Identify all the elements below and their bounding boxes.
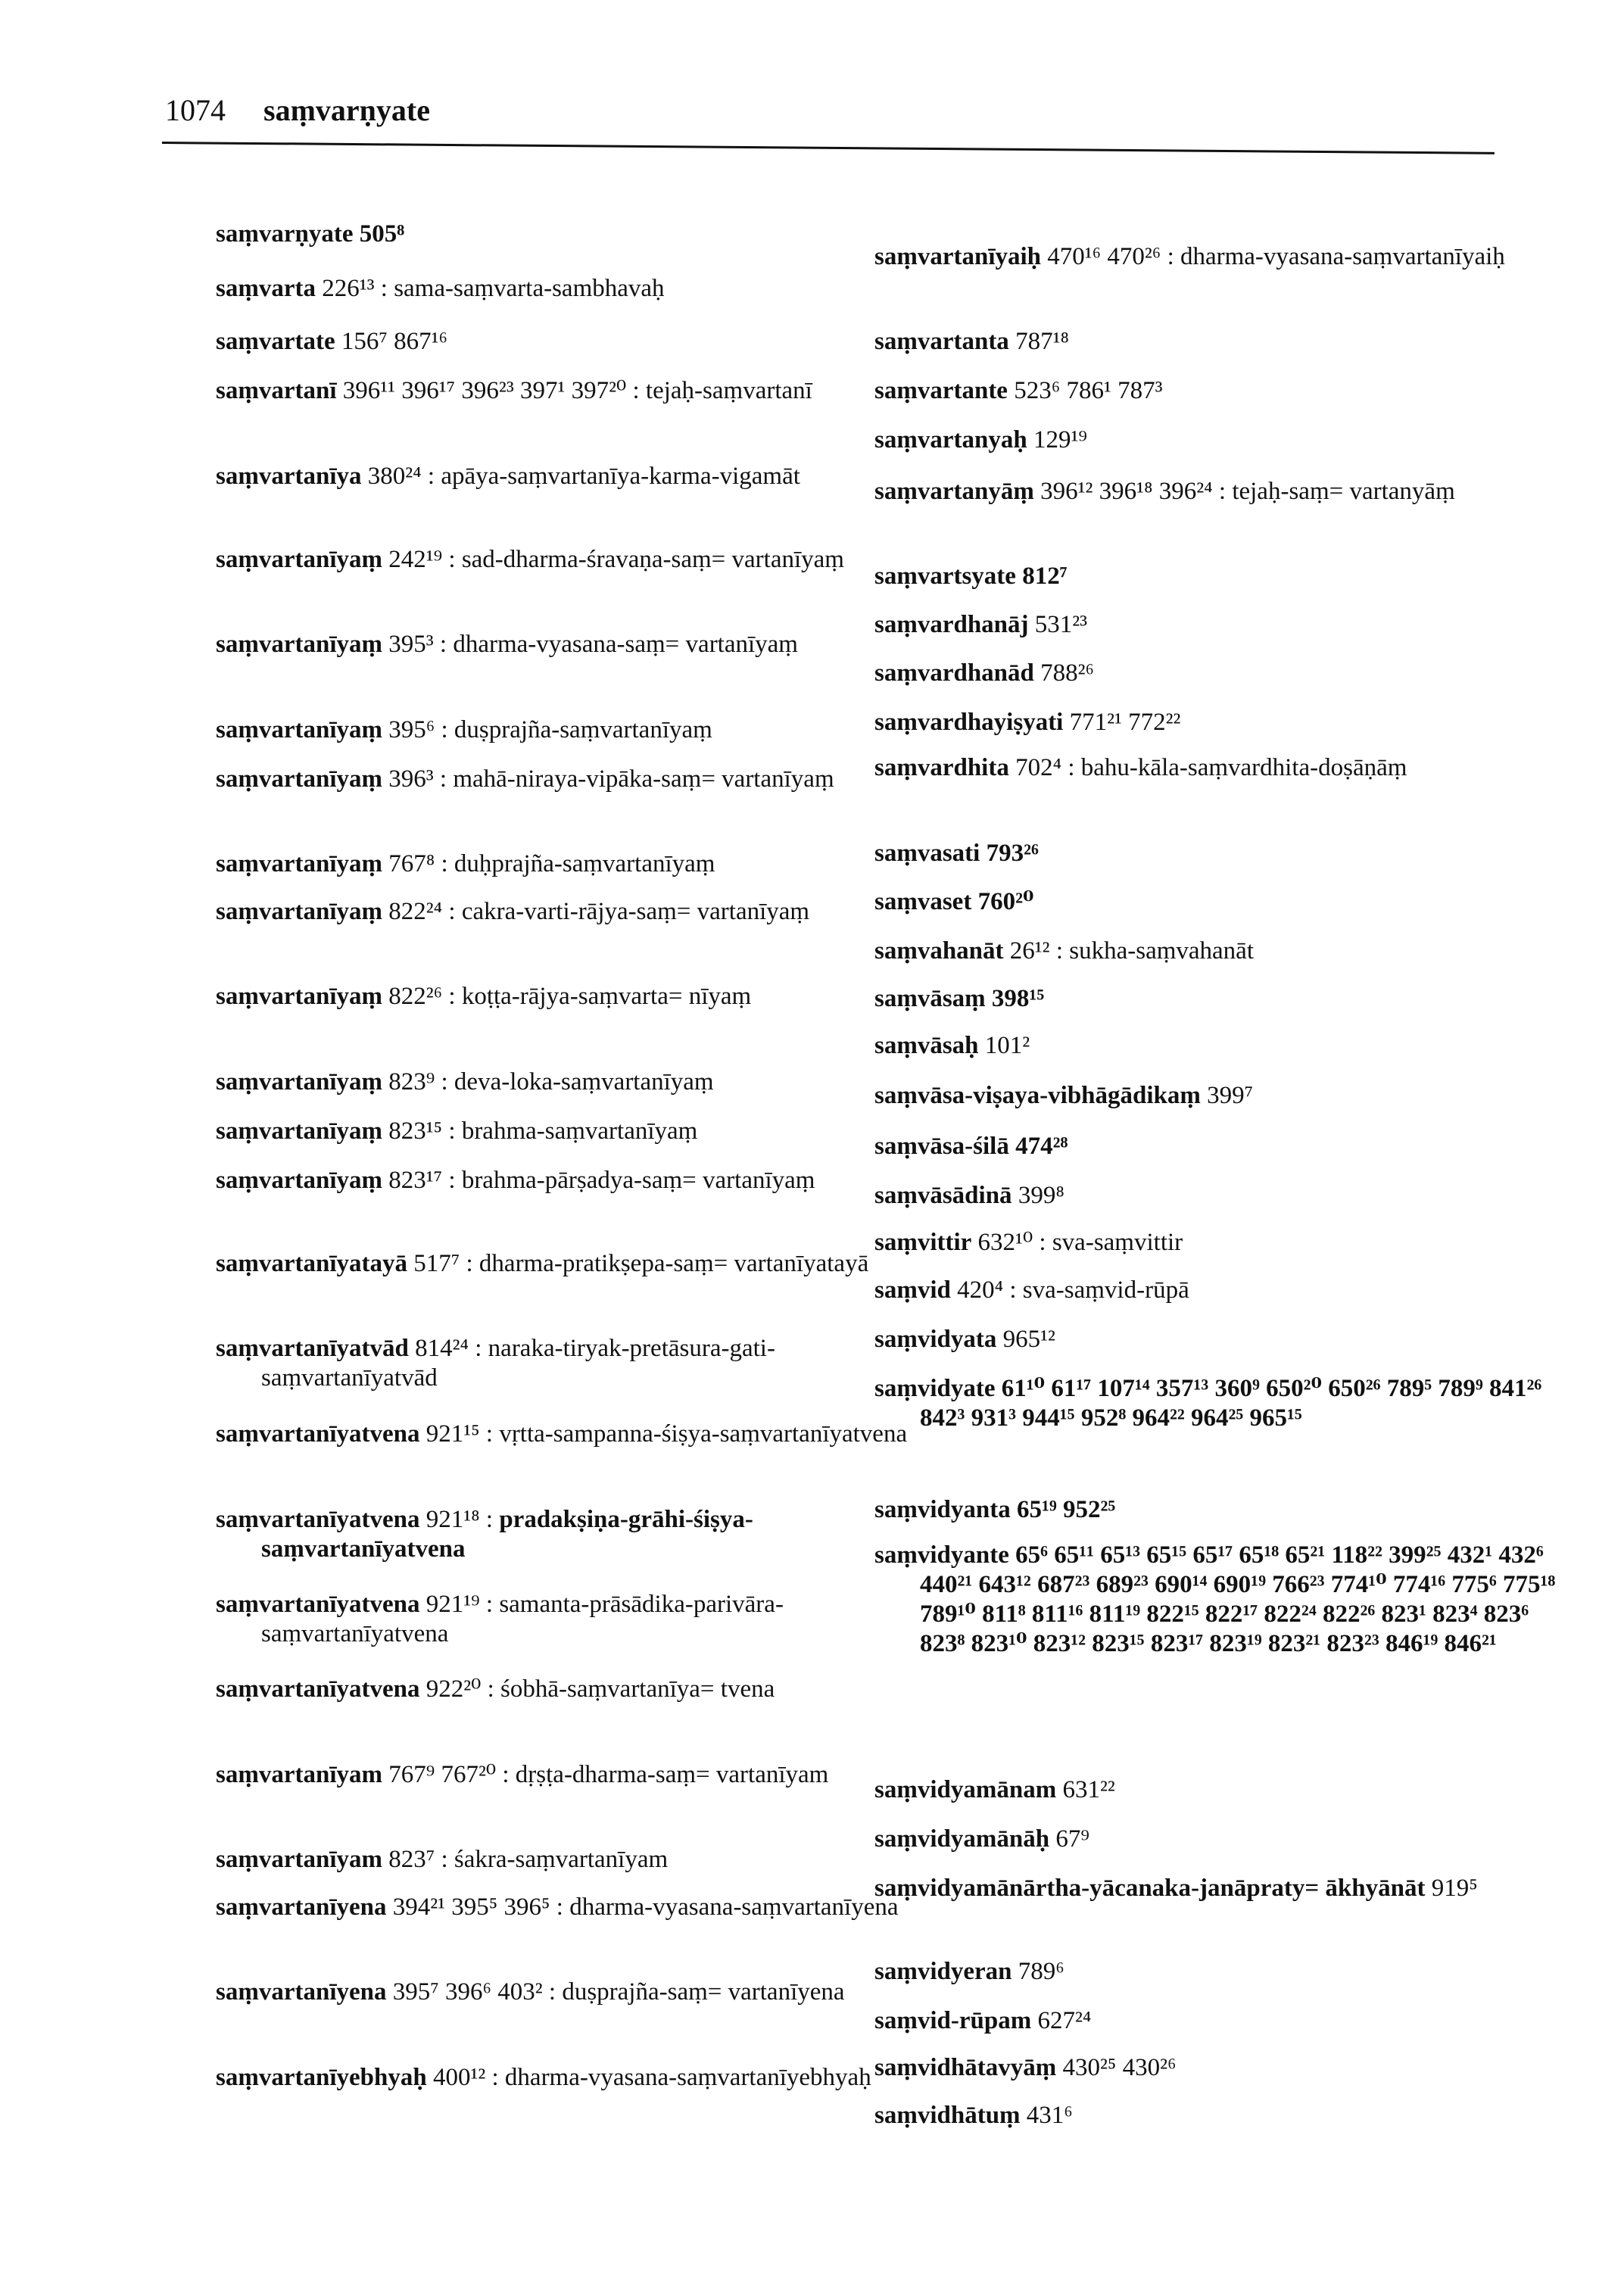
entry-references: 399⁷ <box>1207 1082 1254 1109</box>
entry-references: 823⁷ <box>388 1846 435 1873</box>
index-entry <box>216 849 912 879</box>
entry-headword: saṃvartanīyatayā <box>216 1250 407 1277</box>
index-entry <box>874 1081 1571 1111</box>
entry-headword: saṃvidyamānārtha-yācanaka-janāpraty= ākhyānāt <box>874 1875 1426 1902</box>
entry-references: 26¹² <box>1009 937 1050 965</box>
running-head <box>165 92 430 129</box>
entry-references: 771²¹ 772²² <box>1069 709 1181 736</box>
entry-compound: apāya-saṃvartanīya-karma-vigamāt <box>441 463 800 490</box>
index-entry <box>216 1249 912 1279</box>
entry-separator: : <box>435 1068 454 1096</box>
entry-headword: saṃvidyamānam <box>874 1776 1057 1803</box>
entry-headword: saṃvāsaṃ <box>874 985 986 1012</box>
entry-separator: : <box>421 463 441 490</box>
index-entry <box>216 715 912 745</box>
entry-headword: saṃvāsa-śilā <box>874 1133 1009 1160</box>
entry-headword: saṃvartanīyena <box>216 1978 387 2006</box>
index-entry <box>874 2006 1571 2036</box>
index-entry <box>874 1228 1571 1258</box>
index-entry <box>874 839 1571 868</box>
entry-headword: saṃvaset <box>874 888 972 915</box>
entry-headword: saṃvahanāt <box>874 937 1004 965</box>
entry-separator: : <box>435 850 454 877</box>
page-number: 1074 <box>165 93 226 127</box>
entry-references: 921¹⁵ <box>425 1420 480 1448</box>
entry-headword: saṃvidyamānāḥ <box>874 1825 1050 1853</box>
entry-headword: saṃvasati <box>874 840 980 867</box>
entry-separator: : <box>550 1893 570 1921</box>
entry-separator: : <box>481 1675 501 1703</box>
entry-references: 396¹² 396¹⁸ 396²⁴ <box>1040 478 1213 505</box>
entry-references: 61¹⁰ 61¹⁷ 107¹⁴ 357¹³ 360⁹ 650²⁰ 650²⁶ 789⁵ 789⁹ 841²⁶ 842³ 931³ 944¹⁵ 952⁸ 964²² 964²⁵ 965¹⁵ <box>920 1375 1542 1432</box>
entry-references: 627²⁴ <box>1037 2007 1092 2034</box>
index-entry <box>216 274 912 304</box>
entry-headword: saṃvartanīyaṃ <box>216 765 382 793</box>
entry-headword: saṃvidyata <box>874 1326 997 1353</box>
index-entry <box>874 425 1571 455</box>
entry-separator: : <box>435 716 454 743</box>
index-entry <box>874 1374 1571 1433</box>
index-entry <box>874 887 1571 917</box>
entry-references: 822²⁴ <box>388 898 443 925</box>
entry-references: 226¹³ <box>322 275 375 302</box>
entry-separator: : <box>442 983 462 1010</box>
entry-separator: : <box>374 275 394 302</box>
entry-compound: sad-dharma-śravaṇa-saṃ= vartanīyaṃ <box>461 546 844 573</box>
index-entry <box>874 477 1571 506</box>
entry-references: 814²⁴ <box>415 1335 469 1362</box>
index-entry <box>874 376 1571 406</box>
entry-separator: : <box>479 1506 500 1533</box>
index-entry <box>216 630 912 659</box>
index-entry <box>874 1775 1571 1805</box>
index-entry <box>874 937 1571 966</box>
index-entry <box>874 562 1571 591</box>
entry-references: 767⁹ 767²⁰ <box>388 1761 497 1788</box>
entry-compound: vṛtta-sampanna-śiṣya-saṃvartanīyatvena <box>499 1420 908 1448</box>
entry-headword: saṃvartsyate <box>874 563 1016 590</box>
index-entry <box>874 242 1571 272</box>
entry-compound: tejaḥ-saṃ= vartanyāṃ <box>1232 478 1455 505</box>
entry-headword: saṃvidhātavyāṃ <box>874 2054 1057 2081</box>
entry-compound: brahma-saṃvartanīyaṃ <box>461 1117 698 1145</box>
entry-compound: dharma-vyasana-saṃvartanīyena <box>569 1893 899 1921</box>
index-entry <box>216 1675 912 1704</box>
index-entry <box>874 1825 1571 1854</box>
entry-references: 823⁹ <box>388 1068 435 1096</box>
entry-separator: : <box>442 546 462 573</box>
index-entry <box>216 1117 912 1146</box>
entry-references: 632¹⁰ <box>977 1229 1033 1256</box>
entry-separator: : <box>435 1846 454 1873</box>
entry-headword: saṃvartanīyatvena <box>216 1675 420 1703</box>
entry-references: 474²⁸ <box>1015 1133 1068 1160</box>
index-entry <box>874 327 1571 357</box>
entry-references: 395³ <box>388 631 434 658</box>
entry-references: 398¹⁵ <box>991 985 1045 1012</box>
index-entry <box>216 545 912 575</box>
entry-references: 702⁴ <box>1015 754 1062 781</box>
entry-headword: saṃvāsaḥ <box>874 1032 979 1059</box>
entry-separator: : <box>1003 1276 1023 1304</box>
entry-compound: duḥprajña-saṃvartanīyaṃ <box>454 850 715 877</box>
entry-separator: : <box>1033 1229 1052 1256</box>
index-entry <box>874 1031 1571 1061</box>
entry-compound: dharma-vyasana-saṃ= vartanīyaṃ <box>453 631 798 658</box>
entry-separator: : <box>442 1117 462 1145</box>
index-entry <box>216 1845 912 1875</box>
index-entry <box>216 1166 912 1195</box>
entry-headword: saṃvartanī <box>216 377 337 404</box>
index-entry <box>874 1874 1571 1903</box>
entry-compound: duṣprajña-saṃvartanīyaṃ <box>454 716 712 743</box>
entry-compound: sukha-saṃvahanāt <box>1069 937 1254 965</box>
entry-headword: saṃvartanīyam <box>216 1846 382 1873</box>
entry-headword: saṃvartanīyatvena <box>216 1420 420 1448</box>
entry-headword: saṃvartate <box>216 328 335 355</box>
entry-separator: : <box>626 377 646 404</box>
entry-references: 101² <box>984 1032 1030 1059</box>
entry-headword: saṃvardhayiṣyati <box>874 709 1064 736</box>
entry-headword: saṃvartante <box>874 377 1008 404</box>
entry-references: 505⁸ <box>359 220 405 248</box>
entry-headword: saṃvidyante <box>874 1541 1009 1569</box>
entry-references: 921¹⁹ <box>425 1591 480 1618</box>
entry-headword: saṃvartanyaḥ <box>874 426 1027 454</box>
entry-headword: saṃvartanyāṃ <box>874 478 1034 505</box>
entry-headword: saṃvartanīyebhyaḥ <box>216 2064 427 2091</box>
entry-headword: saṃvartanīyaṃ <box>216 546 382 573</box>
entry-headword: saṃvardhanād <box>874 659 1034 687</box>
entry-references: 380²⁴ <box>367 463 422 490</box>
header-rule <box>162 142 1495 154</box>
entry-headword: saṃvartanīyaṃ <box>216 898 382 925</box>
index-entry <box>874 2101 1571 2130</box>
entry-references: 793²⁶ <box>986 840 1039 867</box>
entry-separator: : <box>460 1250 479 1277</box>
index-entry <box>216 1068 912 1097</box>
index-entry <box>874 1541 1571 1659</box>
entry-compound: dharma-pratikṣepa-saṃ= vartanīyatayā <box>478 1250 869 1277</box>
entry-compound: pradakṣiṇa-grāhi-śiṣya-saṃvartanīyatvena <box>261 1506 753 1563</box>
entry-references: 921¹⁸ <box>425 1506 480 1533</box>
entry-headword: saṃvartanīya <box>216 463 362 490</box>
index-entry <box>874 1181 1571 1211</box>
entry-references: 67⁹ <box>1055 1825 1089 1853</box>
entry-headword: saṃvid <box>874 1276 951 1304</box>
index-entry <box>216 376 912 406</box>
entry-headword: saṃvartanīyatvād <box>216 1335 409 1362</box>
entry-references: 65¹⁹ 952²⁵ <box>1016 1496 1116 1523</box>
entry-compound: koṭṭa-rājya-saṃvarta= nīyaṃ <box>461 983 752 1010</box>
index-entry <box>874 1325 1571 1354</box>
entry-separator: : <box>542 1978 563 2006</box>
index-entry <box>874 984 1571 1014</box>
entry-headword: saṃvāsa-viṣaya-vibhāgādikaṃ <box>874 1082 1201 1109</box>
entry-references: 400¹² <box>432 2064 486 2091</box>
entry-separator: : <box>1212 478 1233 505</box>
entry-separator: : <box>479 1591 500 1618</box>
index-entry <box>216 1505 912 1564</box>
entry-references: 396¹¹ 396¹⁷ 396²³ 397¹ 397²⁰ <box>342 377 627 404</box>
entry-references: 823¹⁷ <box>388 1167 443 1194</box>
entry-separator: : <box>485 2064 505 2091</box>
entry-references: 517⁷ <box>413 1250 460 1277</box>
entry-headword: saṃvittir <box>874 1229 972 1256</box>
entry-separator: : <box>1049 937 1070 965</box>
index-entry <box>874 753 1571 783</box>
entry-separator: : <box>433 631 454 658</box>
entry-references: 129¹⁹ <box>1033 426 1087 454</box>
entry-headword: saṃvardhita <box>874 754 1009 781</box>
entry-separator: : <box>1061 754 1081 781</box>
entry-references: 430²⁵ 430²⁶ <box>1062 2054 1177 2081</box>
entry-references: 156⁷ 867¹⁶ <box>341 328 448 355</box>
entry-headword: saṃvartanīyaṃ <box>216 1117 382 1145</box>
entry-references: 760²⁰ <box>977 888 1034 915</box>
entry-compound: mahā-niraya-vipāka-saṃ= vartanīyaṃ <box>453 765 834 793</box>
entry-compound: sama-saṃvarta-sambhavaḥ <box>394 275 665 302</box>
entry-separator: : <box>1161 243 1180 270</box>
index-entry <box>216 1590 912 1649</box>
entry-headword: saṃvartanīyatvena <box>216 1591 420 1618</box>
entry-separator: : <box>442 898 462 925</box>
index-entry <box>874 1957 1571 1987</box>
index-entry <box>874 610 1571 640</box>
entry-separator: : <box>433 765 454 793</box>
entry-headword: saṃvartanīyatvena <box>216 1506 420 1533</box>
entry-references: 399⁸ <box>1018 1182 1064 1209</box>
entry-references: 767⁸ <box>388 850 435 877</box>
entry-separator: : <box>469 1335 488 1362</box>
entry-references: 396³ <box>388 765 434 793</box>
entry-references: 922²⁰ <box>425 1675 482 1703</box>
entry-references: 822²⁶ <box>388 983 443 1010</box>
entry-compound: tejaḥ-saṃvartanī <box>645 377 812 404</box>
entry-references: 395⁶ <box>388 716 435 743</box>
index-entry <box>216 1893 912 1922</box>
entry-references: 789⁶ <box>1018 1958 1064 1985</box>
entry-compound: duṣprajña-saṃ= vartanīyena <box>562 1978 845 2006</box>
entry-headword: saṃvartanīyaṃ <box>216 631 382 658</box>
entry-compound: bahu-kāla-saṃvardhita-doṣāṇāṃ <box>1080 754 1407 781</box>
entry-compound: sva-saṃvittir <box>1052 1229 1183 1256</box>
entry-headword: saṃvarta <box>216 275 316 302</box>
entry-compound: dharma-vyasana-saṃvartanīyebhyaḥ <box>504 2064 871 2091</box>
index-entry <box>216 1760 912 1790</box>
entry-references: 395⁷ 396⁶ 403² <box>392 1978 543 2006</box>
index-entry <box>216 765 912 794</box>
entry-headword: saṃvartanīyaṃ <box>216 850 382 877</box>
entry-headword: saṃvāsādinā <box>874 1182 1012 1209</box>
index-entry <box>216 1334 912 1393</box>
entry-references: 431⁶ <box>1026 2102 1073 2129</box>
entry-headword: saṃvartanīyena <box>216 1893 387 1921</box>
index-entry <box>874 2053 1571 2083</box>
entry-headword: saṃvidyanta <box>874 1496 1011 1523</box>
index-entry <box>874 659 1571 688</box>
entry-headword: saṃvidyate <box>874 1375 996 1402</box>
index-entry <box>216 897 912 927</box>
entry-headword: saṃvartanīyaṃ <box>216 1068 382 1096</box>
index-entry <box>216 327 912 357</box>
entry-references: 420⁴ <box>957 1276 1004 1304</box>
entry-references: 470¹⁶ 470²⁶ <box>1047 243 1161 270</box>
entry-references: 788²⁶ <box>1040 659 1095 687</box>
index-entry <box>874 1495 1571 1525</box>
entry-compound: cakra-varti-rājya-saṃ= vartanīyaṃ <box>461 898 810 925</box>
entry-compound: sva-saṃvid-rūpā <box>1022 1276 1189 1304</box>
entry-headword: saṃvartanīyam <box>216 1761 382 1788</box>
entry-references: 631²² <box>1062 1776 1115 1803</box>
entry-compound: brahma-pārṣadya-saṃ= vartanīyaṃ <box>461 1167 815 1194</box>
entry-references: 65⁶ 65¹¹ 65¹³ 65¹⁵ 65¹⁷ 65¹⁸ 65²¹ 118²² 399²⁵ 432¹ 432⁶ 440²¹ 643¹² 687²³ 689²³ 690¹⁴ 690¹⁹ 766²³ 774¹⁰ 774¹⁶ 775⁶ 775¹⁸ 789¹⁰ 811⁸ 811¹⁶ 811¹⁹ 822¹⁵ 822¹⁷ 822²⁴ 822²⁶ 823¹ 823⁴ 823⁶ 823⁸ 823¹⁰ 823¹² 823¹⁵ 823¹⁷ 823¹⁹ 823²¹ 823²³ 846¹⁹ 846²¹ <box>920 1541 1556 1657</box>
entry-compound: deva-loka-saṃvartanīyaṃ <box>454 1068 714 1096</box>
entry-references: 787¹⁸ <box>1015 328 1069 355</box>
entry-references: 531²³ <box>1034 611 1088 638</box>
entry-references: 242¹⁹ <box>388 546 443 573</box>
entry-separator: : <box>442 1167 462 1194</box>
entry-headword: saṃvarṇyate <box>216 220 354 248</box>
entry-references: 523⁶ 786¹ 787³ <box>1014 377 1163 404</box>
entry-references: 394²¹ 395⁵ 396⁵ <box>392 1893 550 1921</box>
entry-headword: saṃvartanīyaiḥ <box>874 243 1042 270</box>
entry-headword: saṃvartanīyaṃ <box>216 1167 382 1194</box>
entry-references: 919⁵ <box>1431 1875 1478 1902</box>
running-headword: saṃvarṇyate <box>263 93 430 127</box>
entry-headword: saṃvid-rūpam <box>874 2007 1032 2034</box>
entry-compound: śobhā-saṃvartanīya= tvena <box>500 1675 775 1703</box>
entry-headword: saṃvardhanāj <box>874 611 1029 638</box>
entry-headword: saṃvartanīyaṃ <box>216 716 382 743</box>
index-entry <box>874 1132 1571 1161</box>
index-entry <box>216 2063 912 2093</box>
entry-compound: śakra-saṃvartanīyam <box>454 1846 669 1873</box>
entry-references: 965¹² <box>1002 1326 1055 1353</box>
entry-references: 823¹⁵ <box>388 1117 443 1145</box>
entry-compound: samanta-prāsādika-parivāra-saṃvartanīyatvena <box>261 1591 784 1647</box>
index-entry <box>216 1978 912 2007</box>
entry-headword: saṃvidhātuṃ <box>874 2102 1021 2129</box>
index-entry <box>216 982 912 1011</box>
entry-headword: saṃvartanta <box>874 328 1009 355</box>
entry-headword: saṃvartanīyaṃ <box>216 983 382 1010</box>
entry-separator: : <box>479 1420 500 1448</box>
index-entry <box>216 462 912 491</box>
entry-headword: saṃvidyeran <box>874 1958 1012 1985</box>
index-entry <box>874 708 1571 737</box>
entry-references: 812⁷ <box>1022 563 1068 590</box>
entry-compound: dṛṣṭa-dharma-saṃ= vartanīyam <box>515 1761 829 1788</box>
index-entry <box>216 1420 912 1449</box>
index-entry <box>216 220 912 249</box>
entry-compound: naraka-tiryak-pretāsura-gati-saṃvartanīyatvād <box>261 1335 775 1392</box>
entry-separator: : <box>496 1761 516 1788</box>
index-entry <box>874 1276 1571 1305</box>
entry-compound: dharma-vyasana-saṃvartanīyaiḥ <box>1180 243 1505 270</box>
